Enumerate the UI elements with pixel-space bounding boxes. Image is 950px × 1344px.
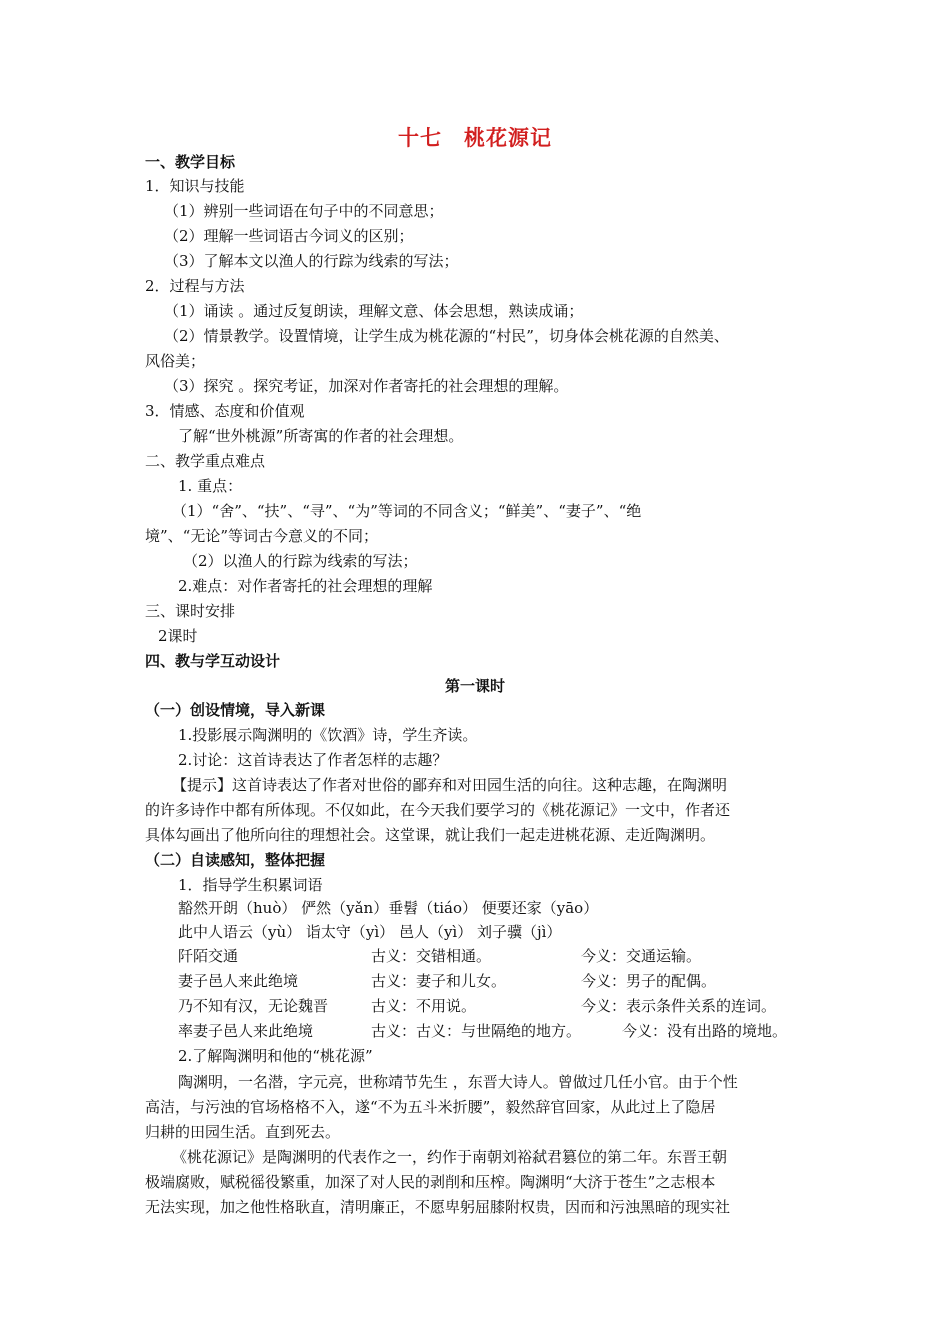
bio-line-3: 归耕的田园生活。直到死去。 <box>145 1123 341 1141</box>
knowledge-item-3: （3）了解本文以渔人的行踪为线索的写法； <box>164 252 459 270</box>
section-2-heading: （二）自读感知，整体把握 <box>145 851 326 869</box>
heading-objectives: 一、教学目标 <box>145 153 236 171</box>
background-line-1: 《桃花源记》是陶渊明的代表作之一，约作于南朝刘裕弑君篡位的第二年。东晋王朝 <box>172 1148 728 1166</box>
focus-key-2: （2）以渔人的行踪为线索的写法； <box>183 552 418 570</box>
section-1-item-2: 2.讨论：这首诗表达了作者怎样的志趣？ <box>178 751 448 769</box>
background-line-2: 极端腐败，赋税徭役繁重，加深了对人民的剥削和压榨。陶渊明“大济于苍生”之志根本 <box>145 1173 716 1191</box>
meaning-term-4: 率妻子邑人来此绝境 <box>178 1022 314 1040</box>
emotion-item: 了解“世外桃源”所寄寓的作者的社会理想。 <box>178 427 464 445</box>
process-item-2-cont: 风俗美； <box>145 352 206 370</box>
meaning-old-2: 古义：妻子和儿女。 <box>371 972 507 990</box>
knowledge-item-2: （2）理解一些词语古今词义的区别； <box>164 227 414 245</box>
hint-line-2: 的许多诗作中都有所体现。不仅如此，在今天我们要学习的《桃花源记》一文中，作者还 <box>145 801 731 819</box>
page-title: 十七 桃花源记 <box>398 126 552 150</box>
meaning-new-4: 今义：没有出路的境地。 <box>622 1022 788 1040</box>
heading-focus: 二、教学重点难点 <box>145 452 266 470</box>
knowledge-item-1: （1）辨别一些词语在句子中的不同意思； <box>164 202 444 220</box>
sub-process: 2．过程与方法 <box>145 277 245 295</box>
section-1-item-1: 1.投影展示陶渊明的《饮酒》诗，学生齐读。 <box>178 726 478 744</box>
focus-key-1: （1）“舍”、“扶”、“寻”、“为”等词的不同含义；“鲜美”、“妻子”、“绝 <box>172 502 642 520</box>
background-line-3: 无法实现，加之他性格耿直，清明廉正，不愿卑躬屈膝附权贵，因而和污浊黑暗的现实社 <box>145 1198 731 1216</box>
section-2-item-1: 1．指导学生积累词语 <box>178 876 323 894</box>
sub-emotion: 3．情感、态度和价值观 <box>145 402 305 420</box>
meaning-new-2: 今义：男子的配偶。 <box>581 972 717 990</box>
lesson-title: 第一课时 <box>444 677 505 695</box>
bio-line-1: 陶渊明，一名潜，字元亮，世称靖节先生 ，东晋大诗人。曾做过几任小官。由于个性 <box>178 1073 738 1091</box>
sub-knowledge: 1．知识与技能 <box>145 177 245 195</box>
meaning-term-2: 妻子邑人来此绝境 <box>178 972 299 990</box>
schedule-value: 2课时 <box>158 627 198 645</box>
focus-difficulty: 2.难点：对作者寄托的社会理想的理解 <box>178 577 433 595</box>
meaning-new-1: 今义：交通运输。 <box>581 947 702 965</box>
heading-schedule: 三、课时安排 <box>145 602 236 620</box>
focus-key: 1. 重点： <box>178 477 243 495</box>
meaning-term-3: 乃不知有汉，无论魏晋 <box>178 997 329 1015</box>
process-item-1: （1）诵读 。通过反复朗读，理解文意、体会思想，熟读成诵； <box>164 302 584 320</box>
meaning-old-1: 古义：交错相通。 <box>371 947 492 965</box>
hint-line-3: 具体勾画出了他所向往的理想社会。这堂课，就让我们一起走进桃花源、走近陶渊明。 <box>145 826 716 844</box>
focus-key-1-cont: 境”、“无论”等词古今意义的不同； <box>145 527 379 545</box>
process-item-2: （2）情景教学。设置情境，让学生成为桃花源的“村民”，切身体会桃花源的自然美、 <box>164 327 729 345</box>
process-item-3: （3）探究 。探究考证，加深对作者寄托的社会理想的理解。 <box>164 377 569 395</box>
section-1-heading: （一）创设情境，导入新课 <box>145 701 326 719</box>
meaning-old-4: 古义：古义：与世隔绝的地方。 <box>371 1022 582 1040</box>
hint-line-1: 【提示】这首诗表达了作者对世俗的鄙弃和对田园生活的向往。这种志趣，在陶渊明 <box>172 776 728 794</box>
heading-design: 四、教与学互动设计 <box>145 652 281 670</box>
vocab-line-2: 此中人语云（yù） 诣太守（yì） 邑人（yì） 刘子骥（jì） <box>178 923 562 941</box>
bio-line-2: 高洁，与污浊的官场格格不入，遂“不为五斗米折腰”，毅然辞官回家，从此过上了隐居 <box>145 1098 716 1116</box>
meaning-new-3: 今义：表示条件关系的连词。 <box>581 997 777 1015</box>
section-2-item-2: 2.了解陶渊明和他的“桃花源” <box>178 1047 373 1065</box>
vocab-line-1: 豁然开朗（huò） 俨然（yǎn）垂髫（tiáo） 便要还家（yāo） <box>178 899 599 917</box>
meaning-old-3: 古义：不用说。 <box>371 997 477 1015</box>
meaning-term-1: 阡陌交通 <box>178 947 239 965</box>
